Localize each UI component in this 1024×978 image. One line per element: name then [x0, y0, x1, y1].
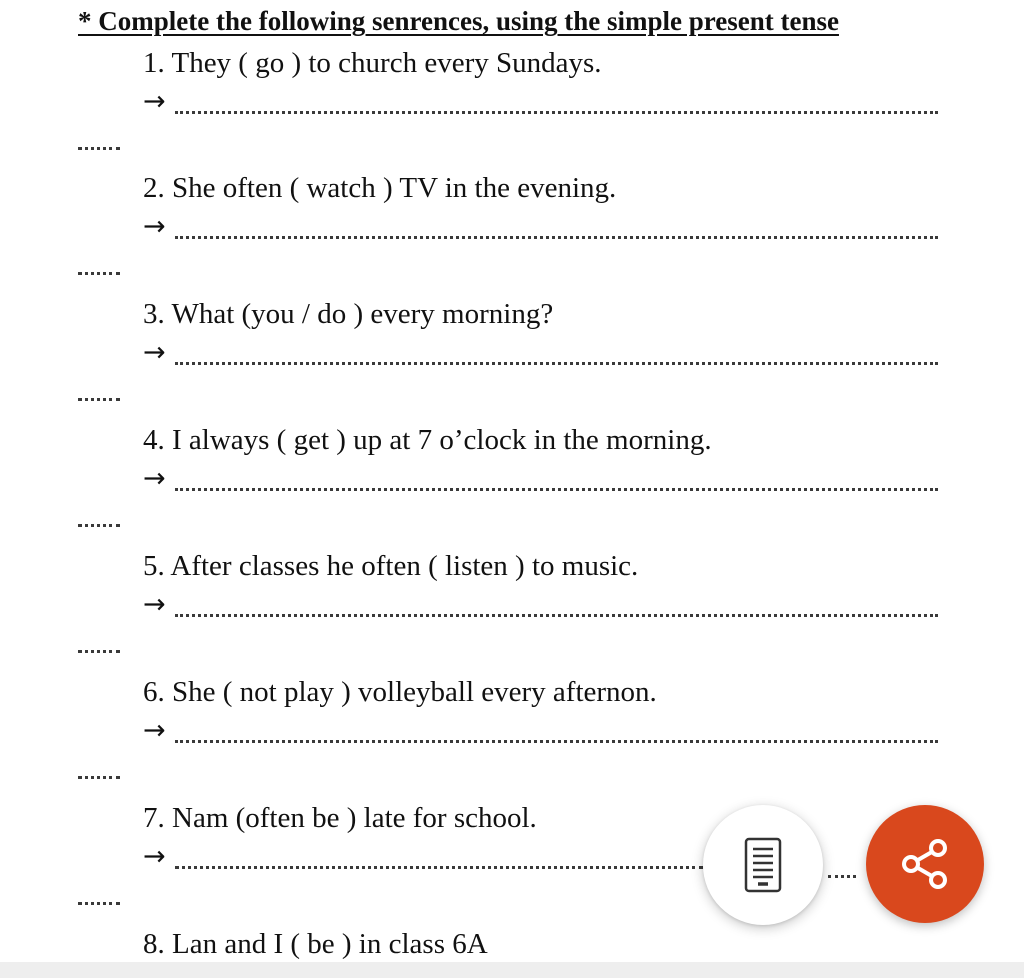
exercise-sentence: 1. They ( go ) to church every Sundays.	[143, 47, 602, 79]
answer-row[interactable]	[143, 336, 938, 376]
answer-row[interactable]	[143, 210, 938, 250]
exercise-sentence: 6. She ( not play ) volleyball every afternon.	[143, 676, 657, 708]
arrow-icon: →	[143, 86, 166, 117]
answer-continuation	[78, 147, 120, 150]
answer-row[interactable]	[143, 840, 703, 880]
answer-line-fragment	[828, 875, 856, 878]
exercise-sentence: 2. She often ( watch ) TV in the evening.	[143, 172, 617, 204]
answer-continuation	[78, 902, 120, 905]
arrow-icon: →	[143, 211, 166, 242]
arrow-icon: →	[143, 463, 166, 494]
document-list-button[interactable]	[703, 805, 823, 925]
answer-continuation	[78, 398, 120, 401]
arrow-icon: →	[143, 841, 166, 872]
answer-line[interactable]	[175, 614, 938, 617]
exercise-item	[0, 298, 1024, 424]
worksheet-title: * Complete the following senrences, using the simple present tense	[78, 6, 839, 36]
answer-row[interactable]	[143, 85, 938, 125]
exercise-sentence: 5. After classes he often ( listen ) to music.	[143, 550, 639, 582]
answer-row[interactable]	[143, 588, 938, 628]
exercise-item	[0, 550, 1024, 676]
answer-line[interactable]	[175, 362, 938, 365]
answer-row[interactable]	[143, 714, 938, 754]
exercise-item	[0, 424, 1024, 550]
answer-line[interactable]	[175, 236, 938, 239]
exercise-sentence: 3. What (you / do ) every morning?	[143, 298, 554, 330]
document-list-icon	[743, 836, 783, 894]
exercise-item	[0, 172, 1024, 298]
arrow-icon: →	[143, 337, 166, 368]
answer-continuation	[78, 272, 120, 275]
answer-row[interactable]	[143, 462, 938, 502]
exercise-sentence: 7. Nam (often be ) late for school.	[143, 802, 537, 834]
answer-line[interactable]	[175, 111, 938, 114]
answer-line[interactable]	[175, 488, 938, 491]
share-icon	[897, 836, 953, 892]
arrow-icon: →	[143, 589, 166, 620]
answer-continuation	[78, 524, 120, 527]
exercise-item	[0, 47, 1024, 173]
answer-line[interactable]	[175, 866, 703, 869]
answer-continuation	[78, 776, 120, 779]
exercise-item	[0, 676, 1024, 802]
exercise-sentence: 4. I always ( get ) up at 7 o’clock in the morning.	[143, 424, 712, 456]
answer-continuation	[78, 650, 120, 653]
arrow-icon: →	[143, 715, 166, 746]
bottom-bar	[0, 962, 1024, 978]
answer-line[interactable]	[175, 740, 938, 743]
share-button[interactable]	[866, 805, 984, 923]
exercise-sentence: 8. Lan and I ( be ) in class 6A	[143, 928, 488, 960]
